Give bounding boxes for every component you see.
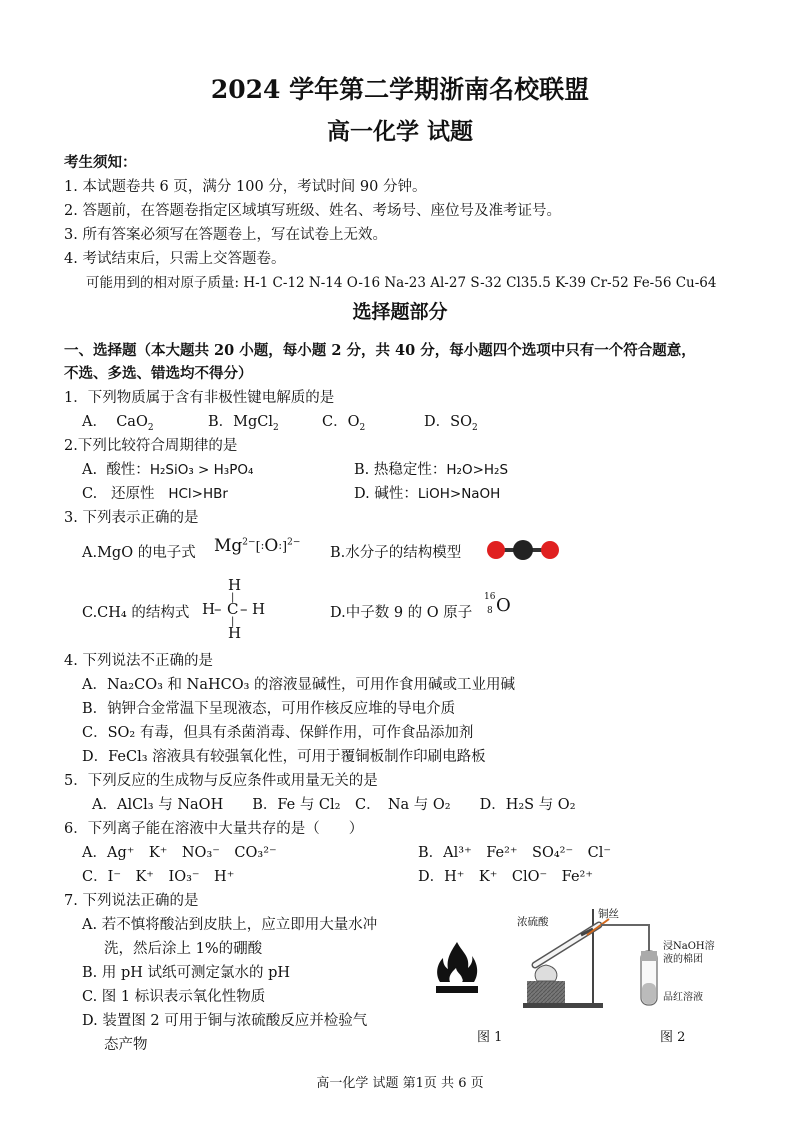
q1-stem: 1．下列物质属于含有非极性键电解质的是 bbox=[64, 390, 335, 406]
q1-option-a: A． CaO$_2$ bbox=[82, 414, 154, 433]
q5-stem: 5．下列反应的生成物与反应条件或用量无关的是 bbox=[64, 773, 378, 789]
q7-option-d-line1: D. 装置图 2 可用于铜与浓硫酸反应并检验气 bbox=[82, 1013, 368, 1029]
label-naoh-cotton-line2: 液的棉团 bbox=[663, 954, 703, 965]
q7-option-c: C. 图 1 标识表示氧化性物质 bbox=[82, 989, 266, 1005]
q2-option-c: C. 还原性 HCl>HBr bbox=[82, 486, 228, 502]
oxygen-isotope-notation: 16 8 O bbox=[484, 592, 511, 616]
q4-option-c: C．SO₂ 有毒，但具有杀菌消毒、保鲜作用，可作食品添加剂 bbox=[82, 725, 474, 741]
q4-option-b: B．钠钾合金常温下呈现液态，可用作核反应堆的导电介质 bbox=[82, 701, 456, 717]
section-title: 选择题部分 bbox=[352, 301, 448, 323]
q7-option-a-line1: A. 若不慎将酸沾到皮肤上，应立即用大量水冲 bbox=[82, 917, 378, 933]
q7-option-a-line2: 洗，然后涂上 1%的硼酸 bbox=[104, 941, 263, 957]
q3-option-c: C.CH₄ 的结构式 bbox=[82, 605, 190, 621]
notice-item-2: 2. 答题前，在答题卷指定区域填写班级、姓名、考场号、座位号及准考证号。 bbox=[64, 203, 561, 219]
exam-subtitle: 高一化学 试题 bbox=[326, 118, 473, 145]
label-copper-wire: 铜丝 bbox=[598, 908, 619, 920]
q2-stem: 2.下列比较符合周期律的是 bbox=[64, 438, 238, 454]
label-conc-sulfuric-acid: 浓硫酸 bbox=[517, 916, 549, 928]
q2-option-b: B. 热稳定性：H₂O>H₂S bbox=[354, 462, 509, 478]
mgo-electron-formula: $Mg^{2-}[:O:]^{2-}$ bbox=[214, 536, 301, 556]
page-footer: 高一化学 试题 第1页 共 6 页 bbox=[316, 1076, 484, 1091]
q7-option-b: B. 用 pH 试纸可测定氯水的 pH bbox=[82, 965, 291, 981]
notice-item-1: 1. 本试题卷共 6 页，满分 100 分，考试时间 90 分钟。 bbox=[64, 179, 427, 195]
atomic-masses: 可能用到的相对原子质量: H-1 C-12 N-14 O-16 Na-23 Al-27 S-32 Cl35.5 K-39 Cr-52 Fe-56 Cu-64 bbox=[86, 275, 717, 291]
q7-stem: 7. 下列说法正确的是 bbox=[64, 893, 199, 909]
q3-option-d: D.中子数 9 的 O 原子 bbox=[330, 605, 473, 621]
q1-option-b: B．MgCl$_2$ bbox=[208, 414, 279, 433]
hazard-flame-icon bbox=[432, 938, 482, 998]
ch4-structure: H | H – C – H | H bbox=[202, 576, 266, 642]
figure-1-caption: 图 1 bbox=[477, 1030, 503, 1045]
label-magenta-solution: 品红溶液 bbox=[663, 992, 703, 1003]
exam-title: 2024 学年第二学期浙南名校联盟 bbox=[210, 75, 590, 104]
q6-option-a: A．Ag⁺ K⁺ NO₃⁻ CO₃²⁻ bbox=[82, 845, 277, 861]
q5-options: A．AlCl₃ 与 NaOH B．Fe 与 Cl₂ C． Na 与 O₂ D．H₂S 与 O₂ bbox=[92, 797, 576, 813]
part1-heading-line1: 一、选择题（本大题共 20 小题，每小题 2 分，共 40 分，每小题四个选项中只有一个符合题意， bbox=[64, 342, 696, 359]
notice-item-3: 3. 所有答案必须写在答题卷上，写在试卷上无效。 bbox=[64, 227, 387, 243]
figure-2-caption: 图 2 bbox=[660, 1030, 686, 1045]
q7-option-d-line2: 态产物 bbox=[104, 1037, 148, 1053]
q6-stem: 6．下列离子能在溶液中大量共存的是（ ） bbox=[64, 821, 364, 837]
water-model-icon bbox=[484, 537, 562, 563]
q2-option-a: A. 酸性：H₂SiO₃ > H₃PO₄ bbox=[82, 462, 254, 478]
q4-stem: 4. 下列说法不正确的是 bbox=[64, 653, 213, 669]
q1-option-d: D．$SO_2$ bbox=[424, 414, 478, 433]
q3-stem: 3. 下列表示正确的是 bbox=[64, 510, 199, 526]
q6-option-b: B．Al³⁺ Fe²⁺ SO₄²⁻ Cl⁻ bbox=[418, 845, 612, 861]
q4-option-a: A．Na₂CO₃ 和 NaHCO₃ 的溶液显碱性，可用作食用碱或工业用碱 bbox=[82, 677, 516, 693]
q4-option-d: D．FeCl₃ 溶液具有较强氧化性，可用于覆铜板制作印刷电路板 bbox=[82, 749, 486, 765]
q1-option-c: C．$O_2$ bbox=[322, 414, 366, 433]
notice-heading: 考生须知： bbox=[64, 154, 137, 171]
notice-item-4: 4. 考试结束后，只需上交答题卷。 bbox=[64, 251, 286, 267]
label-naoh-cotton-line1: 浸NaOH溶 bbox=[663, 941, 715, 952]
q6-option-c: C．I⁻ K⁺ IO₃⁻ H⁺ bbox=[82, 869, 235, 885]
q3-option-b: B.水分子的结构模型 bbox=[330, 545, 462, 561]
q3-option-a: A.MgO 的电子式 bbox=[82, 545, 196, 561]
q6-option-d: D．H⁺ K⁺ ClO⁻ Fe²⁺ bbox=[418, 869, 593, 885]
q2-option-d: D. 碱性：LiOH>NaOH bbox=[354, 486, 501, 502]
part1-heading-line2: 不选、多选、错选均不得分） bbox=[64, 365, 253, 382]
